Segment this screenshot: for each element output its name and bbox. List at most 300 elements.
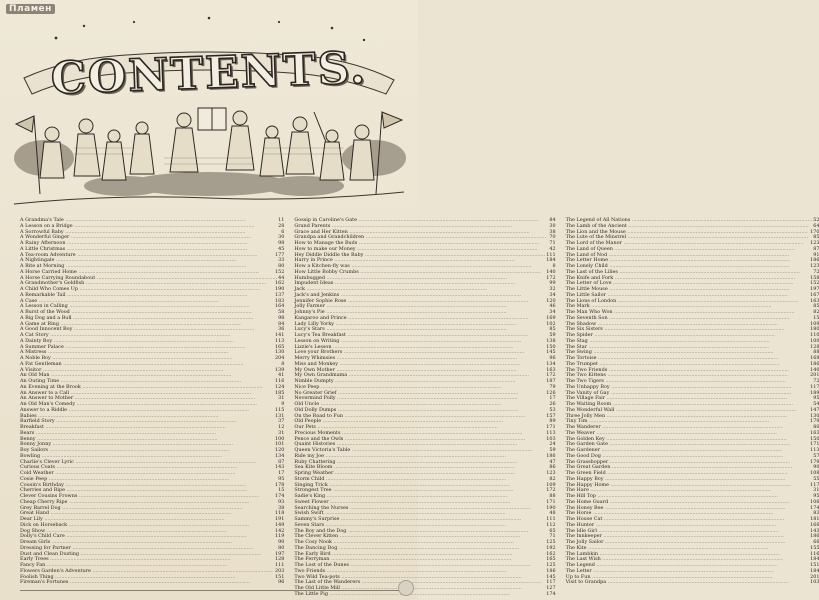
entry-page-number: 186 [810, 257, 819, 264]
entry-page-number: 59 [549, 447, 556, 453]
entry-title: The Letter of Love ..... [566, 281, 810, 287]
entry-page-number: 95 [813, 493, 819, 499]
entry-page-number: 119 [275, 533, 285, 540]
entry-title: The Home Guard ..... [566, 500, 810, 506]
entry-title: The Lute of the Minstrel ..... [566, 235, 813, 241]
entry-page-number: 26 [549, 401, 556, 407]
entry-page-number: 116 [275, 378, 285, 384]
entry-page-number: 47 [549, 458, 556, 465]
entry-page-number: 172 [546, 487, 556, 494]
entry-title: An Answer to a Call ..... [20, 391, 274, 397]
entry-page-number: 158 [810, 274, 819, 281]
entry-page-number: 162 [275, 280, 285, 287]
entry-page-number: 189 [810, 389, 819, 396]
entry-title: Lucy's Stars ..... [294, 327, 548, 333]
entry-title: The Legend of All Nations ..... [566, 218, 813, 224]
entry-title: The Garden Gate ..... [566, 442, 810, 448]
entry-title: Old Uncle ..... [294, 402, 548, 408]
entry-page-number: 152 [810, 280, 819, 287]
entry-title: The Idle Girl ..... [566, 529, 810, 535]
entry-page-number: 187 [546, 378, 556, 384]
entry-page-number: 103 [810, 579, 819, 586]
entry-page-number: 58 [278, 309, 285, 315]
entry-page-number: 167 [810, 291, 819, 298]
entry-page-number: 65 [549, 527, 556, 534]
entry-title: Jack's and Jenkins ..... [294, 293, 548, 299]
entry-title: Seven Stars ..... [294, 523, 545, 529]
entry-title: The Six Sisters ..... [566, 327, 810, 333]
bottom-rule [20, 590, 406, 591]
entry-title: The Hill Top ..... [566, 494, 813, 500]
entry-title: Sammy's Surprise ..... [294, 517, 545, 523]
entry-title: Quaint Histories ..... [294, 442, 548, 448]
entry-page-number: 171 [546, 498, 556, 505]
entry-title: Swish Swift ..... [294, 511, 548, 517]
entry-title: A Little Christmas ..... [20, 247, 277, 253]
entry-title: Dream Girls ..... [20, 540, 277, 546]
entry-title: No Greater Grief ..... [294, 391, 545, 397]
entry-title: The Letter ..... [566, 569, 810, 575]
entry-title: The Land of Queen ..... [566, 247, 813, 253]
entry-page-number: 147 [810, 406, 819, 413]
entry-page-number: 192 [546, 544, 556, 551]
contents-entry [20, 580, 284, 586]
entry-title: The Lord of the Manor ..... [566, 241, 810, 247]
entry-title: The Weaver ..... [566, 431, 810, 437]
entry-page-number: 185 [275, 389, 285, 396]
entry-page-number: 111 [546, 251, 556, 258]
entry-title: Dolly's Child Care ..... [20, 534, 274, 540]
entry-title: Cherries and Ripe ..... [20, 488, 277, 494]
entry-title: Dick on Horseback ..... [20, 523, 274, 529]
entry-title: Lizzie's Lesson ..... [294, 345, 545, 351]
entry-page-number: 82 [813, 309, 819, 315]
entry-title: Clever Cousins Frowns ..... [20, 494, 274, 500]
entry-title: The Grasshopper ..... [566, 460, 810, 466]
entry-page-number: 145 [546, 349, 556, 356]
entry-title: An Old Man's Comedy ..... [20, 402, 280, 408]
entry-title: The Vanity of Gay ..... [566, 391, 810, 397]
entry-title: The Unhappy Boy ..... [566, 385, 810, 391]
entry-page-number: 84 [278, 320, 285, 327]
entry-title: Ruby Chattering ..... [294, 460, 548, 466]
entry-page-number: 155 [810, 544, 819, 551]
entry-title: The Legend ..... [566, 563, 810, 569]
entry-title: A Dainty Boy ..... [20, 339, 274, 345]
entry-title: A Nightingale ..... [20, 258, 277, 264]
contents-column-2 [294, 217, 556, 597]
corner-seal-icon [398, 580, 414, 596]
entry-page-number: 87 [278, 458, 285, 465]
entry-title: Answer to a Riddle ..... [20, 408, 274, 414]
entry-title: The Village Fair ..... [566, 396, 813, 402]
entry-page-number: 130 [275, 349, 285, 356]
entry-page-number: 141 [275, 332, 285, 338]
entry-title: Jolly Farmer ..... [294, 304, 548, 310]
contents-columns [20, 217, 819, 597]
entry-page-number: 180 [810, 326, 819, 333]
entry-page-number: 72 [813, 378, 819, 384]
entry-title: Grey Barrel Dog ..... [20, 506, 277, 512]
entry-title: The Little Pig ..... [294, 592, 545, 598]
entry-title: The Stag ..... [566, 339, 810, 345]
entry-title: Nevermind Polly ..... [294, 396, 548, 402]
entry-page-number: 149 [275, 521, 285, 528]
entry-title: A Bite at Morning ..... [20, 264, 277, 270]
entry-title: Johnny's Pie ..... [294, 310, 548, 316]
entry-page-number: 169 [546, 314, 556, 321]
entry-title: Gossip in Caroline's Gate ..... [294, 218, 548, 224]
entry-page-number: 6 [281, 228, 285, 235]
entry-page-number: 72 [813, 268, 819, 275]
entry-page-number: 179 [810, 458, 819, 465]
entry-title: Two Friends ..... [294, 569, 545, 575]
entry-title: The Shadow ..... [566, 322, 810, 328]
entry-page-number: 163 [546, 366, 556, 373]
entry-page-number: 31 [813, 487, 819, 494]
entry-title: An Answer to Mother ..... [20, 396, 277, 402]
entry-page-number: 101 [275, 441, 285, 448]
entry-page-number: 172 [546, 274, 556, 281]
entry-title: Dear Lily ..... [20, 517, 274, 523]
entry-title: A Lesson on a Bridge ..... [20, 224, 277, 230]
entry-title: A Visitor ..... [20, 368, 274, 374]
entry-page-number: 83 [813, 510, 819, 517]
entry-page-number: 168 [810, 355, 819, 361]
entry-page-number: 106 [810, 498, 819, 505]
entry-page-number: 120 [275, 447, 285, 453]
entry-page-number: 82 [549, 475, 556, 482]
entry-title: The Two Friends ..... [566, 368, 810, 374]
entry-page-number: 110 [810, 332, 819, 338]
entry-page-number: 117 [546, 579, 556, 586]
entry-page-number: 172 [546, 372, 556, 379]
entry-page-number: 12 [278, 424, 285, 430]
contents-entry [294, 592, 555, 598]
entry-title: The Honey Bee ..... [566, 506, 810, 512]
entry-title: Great Hand ..... [20, 511, 274, 517]
entry-title: Pence and the Owls ..... [294, 437, 545, 443]
header-engraving [14, 8, 404, 214]
entry-title: A Rainy Afternoon ..... [20, 241, 277, 247]
entry-title: Jennifer Sophie Rose ..... [294, 299, 545, 305]
entry-page-number: 163 [810, 429, 819, 436]
entry-page-number: 186 [546, 452, 556, 459]
page-title: CONTENTS. [50, 42, 368, 105]
entry-page-number: 59 [549, 332, 556, 338]
entry-page-number: 174 [810, 504, 819, 511]
entry-title: A Mistress ..... [20, 350, 274, 356]
entry-page-number: 17 [278, 470, 285, 476]
entry-title: The Swing ..... [566, 350, 813, 356]
entry-page-number: 54 [813, 401, 819, 407]
entry-page-number: 190 [546, 504, 556, 511]
entry-title: A Burst of the Wood ..... [20, 310, 277, 316]
entry-page-number: 8 [552, 263, 556, 269]
entry-title: Dressing for Partner ..... [20, 546, 277, 552]
entry-title: The Trumpet ..... [566, 362, 810, 368]
entry-title: A Lesson in Calling ..... [20, 304, 274, 310]
entry-page-number: 171 [810, 441, 819, 448]
entry-title: Bears ..... [20, 431, 277, 437]
entry-title: The Last Wish ..... [566, 557, 810, 563]
entry-page-number: 186 [546, 567, 556, 574]
entry-title: My Own Grandmama ..... [294, 373, 545, 379]
entry-page-number: 204 [275, 355, 285, 361]
entry-title: Fireman's Fortunes ..... [20, 580, 277, 586]
entry-title: The Lions of London ..... [566, 299, 810, 305]
entry-title: A Remarkable Tail ..... [20, 293, 274, 299]
entry-page-number: 38 [549, 228, 556, 235]
entry-title: The Little Mouse ..... [566, 287, 810, 293]
entry-title: A Summer Palace ..... [20, 345, 274, 351]
entry-page-number: 150 [810, 435, 819, 442]
entry-title: Lucy's Tea Breakfast ..... [294, 333, 548, 339]
entry-title: The Green Field ..... [566, 471, 810, 477]
entry-page-number: 145 [546, 573, 556, 580]
entry-title: Queen Victoria's Table ..... [294, 448, 548, 454]
entry-page-number: 24 [549, 441, 556, 448]
entry-page-number: 57 [813, 452, 819, 459]
entry-title: Impudent Ideas ..... [294, 281, 548, 287]
entry-page-number: 102 [546, 320, 556, 327]
entry-title: Storm Child ..... [294, 477, 548, 483]
entry-page-number: 38 [278, 504, 285, 511]
entry-page-number: 138 [546, 337, 556, 344]
entry-page-number: 80 [813, 424, 819, 430]
entry-title: The Old Little Mill ..... [294, 586, 545, 592]
entry-page-number: 48 [549, 510, 556, 517]
entry-title: Spring Weather ..... [294, 471, 545, 477]
entry-title: A Child Who Comes Up ..... [20, 287, 274, 293]
entry-title: The Gardener ..... [566, 448, 810, 454]
entry-title: The Two Kittens ..... [566, 373, 810, 379]
entry-page-number: 85 [813, 234, 819, 241]
entry-title: Ride my Joe ..... [294, 454, 545, 460]
entry-page-number: 151 [275, 573, 285, 580]
entry-page-number: 86 [549, 464, 556, 471]
entry-page-number: 113 [275, 337, 285, 344]
entry-page-number: 197 [275, 550, 285, 557]
entry-title: The Seventh Son ..... [566, 316, 813, 322]
entry-page-number: 120 [546, 297, 556, 304]
entry-page-number: 55 [813, 475, 819, 482]
entry-page-number: 33 [278, 257, 285, 264]
entry-title: The Happy Boy ..... [566, 477, 813, 483]
entry-title: Babies ..... [20, 414, 274, 420]
entry-title: The Last of the Lilies ..... [566, 270, 813, 276]
entry-title: A Noble Boy ..... [20, 356, 274, 362]
entry-page-number: 165 [546, 556, 556, 563]
entry-page-number: 90 [813, 464, 819, 471]
entry-title: How to Manage the Buds ..... [294, 241, 548, 247]
entry-page-number: 127 [546, 585, 556, 591]
entry-title: How a Kitchen-fly was ..... [294, 264, 551, 270]
entry-title: Harry in Prince ..... [294, 258, 545, 264]
entry-page-number: 80 [278, 544, 285, 551]
entry-page-number: 34 [549, 291, 556, 298]
entry-page-number: 64 [813, 222, 819, 229]
contents-entry [566, 580, 819, 586]
entry-title: A Game at Ring ..... [20, 322, 277, 328]
entry-title: The Land of Nod ..... [566, 253, 813, 259]
entry-page-number: 84 [549, 217, 556, 223]
entry-title: Up to Fun ..... [566, 575, 810, 581]
entry-page-number: 42 [549, 245, 556, 252]
entry-title: Bowling ..... [20, 454, 274, 460]
entry-page-number: 112 [546, 521, 556, 528]
entry-title: A Case ..... [20, 299, 274, 305]
entry-page-number: 66 [813, 539, 819, 545]
entry-title: A Horse Carried Home ..... [20, 270, 274, 276]
entry-title: The Hunter ..... [566, 523, 810, 529]
entry-page-number: 15 [278, 487, 285, 494]
entry-title: Nimble Dumpty ..... [294, 379, 545, 385]
entry-page-number: 41 [278, 372, 285, 379]
entry-page-number: 70 [549, 234, 556, 241]
entry-title: Sadie's King ..... [294, 494, 548, 500]
entry-page-number: 87 [813, 245, 819, 252]
entry-page-number: 88 [813, 349, 819, 356]
entry-title: The Dancing Dog ..... [294, 546, 545, 552]
entry-title: The Last of the Wanderers ..... [294, 580, 545, 586]
entry-title: Jack ..... [294, 287, 548, 293]
entry-title: How Little Bobby Crumbs ..... [294, 270, 545, 276]
entry-title: The Lambkin ..... [566, 552, 810, 558]
entry-title: Nice Peep ..... [294, 385, 548, 391]
entry-title: Bonny Jonny ..... [20, 442, 274, 448]
entry-page-number: 96 [278, 579, 285, 586]
entry-page-number: 128 [275, 556, 285, 563]
contents-column-3 [566, 218, 819, 584]
entry-page-number: 98 [278, 240, 285, 246]
entry-page-number: 109 [810, 320, 819, 327]
foliage [14, 140, 406, 196]
entry-page-number: 95 [813, 395, 819, 402]
entry-page-number: 118 [275, 510, 285, 517]
contents-header-illustration [14, 8, 404, 214]
entry-title: A Sorrowful Baby ..... [20, 230, 280, 236]
entry-page-number: 31 [278, 429, 285, 436]
entry-title: The Two Tigers ..... [566, 379, 813, 385]
entry-page-number: 171 [546, 424, 556, 430]
star-ornaments [55, 17, 366, 42]
entry-page-number: 137 [275, 291, 285, 298]
entry-title: Sweet Flower ..... [294, 500, 545, 506]
entry-page-number: 162 [546, 550, 556, 557]
entry-title: The Man Who Won ..... [566, 310, 813, 316]
entry-page-number: 191 [275, 516, 285, 522]
entry-title: A Wonderful Ginger ..... [20, 235, 277, 241]
entry-page-number: 165 [275, 343, 285, 350]
entry-page-number: 128 [810, 343, 819, 350]
entry-page-number: 157 [546, 412, 556, 419]
entry-title: A Horse Carrying Roundabout ..... [20, 276, 277, 282]
entry-page-number: 31 [278, 395, 285, 402]
entry-page-number: 116 [810, 550, 819, 557]
entry-title: Benny ..... [20, 437, 274, 443]
entry-page-number: 44 [278, 274, 285, 281]
entry-title: Singing Trick ..... [294, 483, 545, 489]
entry-page-number: 201 [810, 372, 819, 379]
entry-title: Searching the Nurses ..... [294, 506, 545, 512]
entry-page-number: 177 [275, 251, 285, 258]
entry-page-number: 134 [546, 360, 556, 367]
entry-title: An Outing Time ..... [20, 379, 274, 385]
entry-title: Humbugged ..... [294, 276, 545, 282]
entry-page-number: 100 [810, 337, 819, 344]
entry-title: Grand Parents ..... [294, 224, 548, 230]
entry-page-number: 150 [546, 343, 556, 350]
entry-title: The Good Dog ..... [566, 454, 813, 460]
entry-title: The Clever Kitten ..... [294, 534, 548, 540]
entry-page-number: 28 [278, 222, 285, 229]
entry-page-number: 178 [275, 481, 285, 488]
entry-page-number: 124 [275, 383, 285, 390]
entry-page-number: 93 [278, 498, 285, 505]
entry-title: The Waiting Room ..... [566, 402, 813, 408]
entry-page-number: 95 [278, 475, 285, 482]
entry-title: Charlie's Clever Lyric ..... [20, 460, 277, 466]
entry-title: The Innkeeper ..... [566, 534, 810, 540]
entry-page-number: 79 [549, 383, 556, 390]
entry-title: A Grandma's Tale ..... [20, 218, 277, 224]
entry-page-number: 100 [275, 435, 285, 442]
entry-title: An Old Man ..... [20, 373, 277, 379]
entry-page-number: 32 [549, 286, 556, 292]
entry-page-number: 186 [810, 533, 819, 540]
entry-page-number: 113 [810, 447, 819, 453]
entry-page-number: 174 [546, 590, 556, 597]
contents-column-1 [20, 218, 284, 584]
entry-title: Dust and Clean Dusting ..... [20, 552, 274, 558]
entry-page-number: 111 [275, 562, 285, 568]
entry-page-number: 186 [810, 360, 819, 367]
entry-page-number: 96 [549, 355, 556, 361]
entry-page-number: 126 [546, 389, 556, 396]
entry-title: The Lamb of the Ancient ..... [566, 224, 813, 230]
entry-page-number: 89 [549, 418, 556, 425]
entry-page-number: 108 [810, 470, 819, 476]
entry-title: Love your Brothers ..... [294, 350, 545, 356]
entry-title: Cosie Peep ..... [20, 477, 277, 483]
entry-title: Cold Weather ..... [20, 471, 277, 477]
entry-page-number: 98 [278, 314, 285, 321]
entry-page-number: 30 [278, 234, 285, 241]
entry-page-number: 123 [810, 263, 819, 269]
entry-page-number: 201 [810, 573, 819, 580]
entry-title: The Hare ..... [566, 488, 813, 494]
entry-page-number: 125 [546, 539, 556, 545]
entry-title: Grace and Her Kitten ..... [294, 230, 548, 236]
entry-title: The Letter Home ..... [566, 258, 810, 264]
entry-page-number: 109 [546, 481, 556, 488]
entry-page-number: 91 [813, 251, 819, 258]
entry-title: The Horse ..... [566, 511, 813, 517]
entry-page-number: 117 [810, 481, 819, 488]
entry-page-number: 17 [549, 395, 556, 402]
entry-title: The Spider ..... [566, 333, 810, 339]
entry-title: Dog Show ..... [20, 529, 274, 535]
entry-page-number: 184 [546, 257, 556, 264]
entry-title: The Cosy Nook ..... [294, 540, 545, 546]
entry-title: A Good Innocent Boy ..... [20, 327, 277, 333]
entry-page-number: 166 [810, 521, 819, 528]
entry-page-number: 11 [278, 217, 285, 223]
entry-title: The Boy and the Dog ..... [294, 529, 548, 535]
entry-page-number: 125 [546, 562, 556, 568]
entry-title: The Ferryman ..... [294, 557, 545, 563]
